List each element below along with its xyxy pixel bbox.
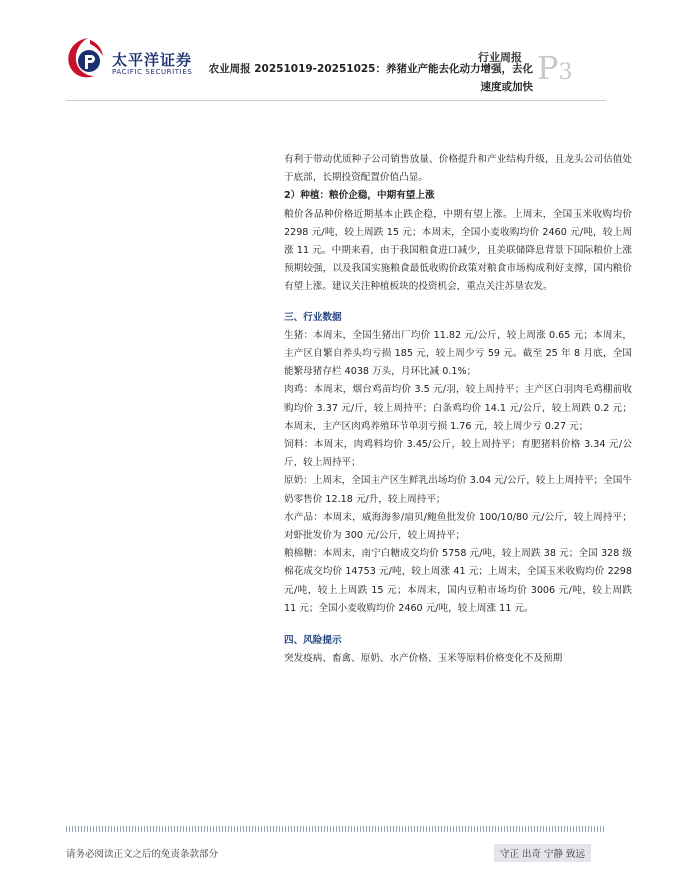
data-pig: 生猪：本周末，全国生猪出厂均价 11.82 元/公斤，较上周涨 0.65 元；本周末，主产区自繁自养头均亏损 185 元，较上周少亏 59 元。截至 25 年 8 月底，全国能繁母猪存栏 4038 万头，月环比减 0.1%；: [284, 329, 632, 378]
data-grain: 粮棉糖：本周末，南宁白糖成交均价 5758 元/吨，较上周跌 38 元；全国 328 级棉花成交均价 14753 元/吨，较上周涨 41 元；上周末，全国玉米收购均价 2298 元/吨，较上上周跌 15 元；本周末，国内豆粕市场均价 3006 元/吨，较上周跌 11 元；全国小麦收购均价 2460 元/吨，较上周涨 11 元。: [284, 548, 632, 614]
pacific-securities-logo: [66, 36, 106, 80]
page-number: [537, 49, 573, 87]
data-feed: 饲料：本周末，肉鸡料均价 3.45/公斤，较上周持平；育肥猪料价格 3.34 元/公斤，较上周持平；: [284, 439, 632, 469]
data-milk: 原奶：上周末，全国主产区生鲜乳出场均价 3.04 元/公斤，较上上周持平；全国牛奶零售价 12.18 元/升，较上周持平；: [284, 475, 632, 505]
intro-paragraph: 有利于带动优质种子公司销售放量、价格提升和产业结构升级，且龙头公司估值处于底部，长期投资配置价值凸显。: [284, 154, 632, 184]
footer-divider: [66, 826, 606, 832]
data-aquatic: 水产品：本周末，威海海参/扇贝/鲍鱼批发价 100/10/80 元/公斤，较上周持平；对虾批发价为 300 元/公斤，较上周持平；: [284, 511, 632, 542]
industry-data-heading: 三、行业数据: [284, 311, 342, 323]
page-number-value: 3: [558, 60, 573, 85]
report-title: 农业周报 20251019-20251025：养猪业产能去化动力增强，去化速度或加快: [208, 63, 533, 93]
risk-paragraph: 突发疫病、畜禽、原奶、水产价格、玉米等原料价格变化不及预期: [284, 653, 563, 665]
brand-name-cn: 太平洋证券: [112, 51, 193, 69]
page-prefix: P: [537, 49, 559, 87]
section-label: 行业周报: [478, 51, 522, 64]
planting-paragraph: 粮价各品种价格近期基本止跌企稳，中期有望上涨。上周末，全国玉米收购均价 2298 元/吨，较上周跌 15 元；本周末，全国小麦收购均价 2460 元/吨，较上周涨 11 元。中期来看，由于我国粮食进口减少，且美联储降息背景下国际粮价上涨预期较强，以及我国实施粮食最低收购价政策对粮食市场构成利好支撑，国内粮价有望上涨。建议关注种植板块的投资机会，重点关注苏垦农发。: [284, 208, 632, 293]
data-chicken: 肉鸡：本周末，烟台鸡苗均价 3.5 元/羽，较上周持平；主产区白羽肉毛鸡棚前收购均价 3.37 元/斤，较上周持平；白条鸡均价 14.1 元/公斤，较上周跌 0.2 元；本周末，主产区肉鸡养殖环节单羽亏损 1.76 元，较上周少亏 0.27 元；: [284, 384, 632, 432]
header-divider: [66, 100, 606, 101]
report-body: [284, 151, 632, 668]
brand-name-en: PACIFIC SECURITIES: [112, 68, 193, 76]
company-motto: 守正 出奇 宁静 致远: [494, 844, 591, 862]
disclaimer-note: 请务必阅读正文之后的免责条款部分: [66, 849, 219, 860]
planting-heading: 2）种植：粮价企稳，中期有望上涨: [284, 190, 435, 202]
risk-heading: 四、风险提示: [284, 635, 342, 647]
